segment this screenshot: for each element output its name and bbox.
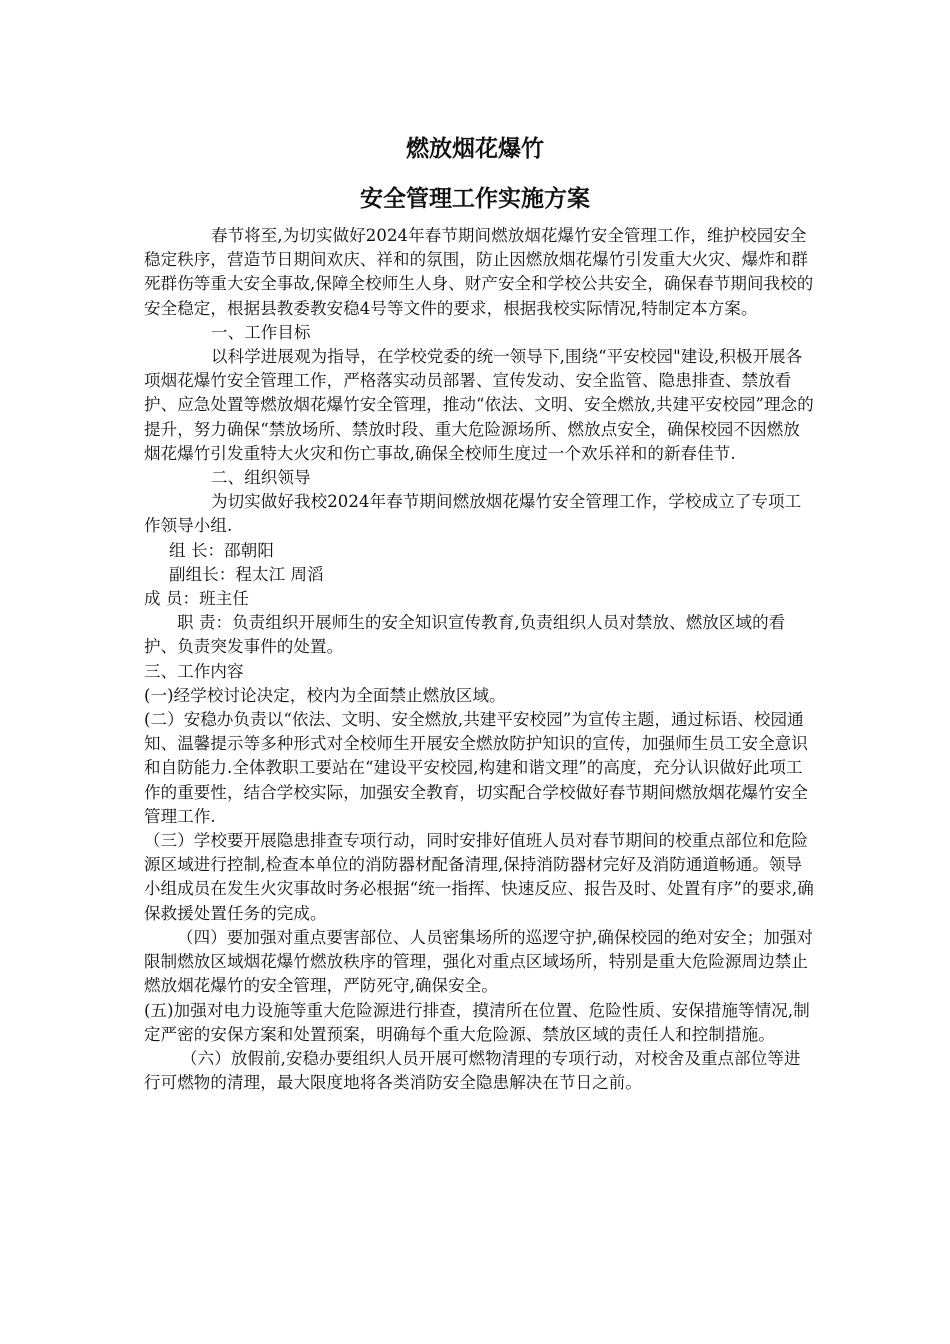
leader-line: 组 长：邵朝阳: [169, 540, 274, 560]
item-1: (一)经学校讨论决定，校内为全面禁止燃放区域。: [144, 685, 506, 705]
document-body: [144, 224, 816, 1095]
section1-paragraph: 以科学进展观为指导，在学校党委的统一领导下,围绕“平安校园"建设,积极开展各项烟花爆竹安全管理工作，严格落实动员部署、宣传发动、安全监管、隐患排查、禁放看护、应急处置等燃放烟花爆竹安全管理，推动“依法、文明、安全燃放,共建平安校园”理念的提升，努力确保“禁放场所、禁放时段、重大危险源场所、燃放点安全，确保校园不因燃放烟花爆竹引发重特大火灾和伤亡事故,确保全校师生度过一个欢乐祥和的新春佳节.: [144, 347, 814, 463]
item-3: （三）学校要开展隐患排查专项行动，同时安排好值班人员对春节期间的校重点部位和危险源区域进行控制,检查本单位的消防器材配备清理,保持消防器材完好及消防通道畅通。领导小组成员在发生火灾事故时务必根据“统一指挥、快速反应、报告及时、处置有序”的要求,确保救援处置任务的完成。: [144, 831, 814, 923]
members-line: 成 员：班主任: [144, 589, 249, 609]
duties-paragraph: 职 责：负责组织开展师生的安全知识宣传教育,负责组织人员对禁放、燃放区域的看护、负责突发事件的处置。: [144, 613, 786, 657]
section1-heading: 一、工作目标: [211, 322, 311, 342]
section2-paragraph: 为切实做好我校2024年春节期间燃放烟花爆竹安全管理工作，学校成立了专项工作领导小组.: [144, 492, 802, 536]
item-4: （四）要加强对重点要害部位、人员密集场所的巡逻守护,确保校园的绝对安全；加强对限制燃放区域烟花爆竹燃放秩序的管理，强化对重点区域场所，特别是重大危险源周边禁止燃放烟花爆竹的安全管理，严防死守,确保安全。: [144, 927, 814, 996]
item-6: （六）放假前,安稳办要组织人员开展可燃物清理的专项行动，对校舍及重点部位等进行可燃物的清理，最大限度地将各类消防安全隐患解决在节日之前。: [144, 1048, 801, 1093]
document-title-line2: 安全管理工作实施方案: [360, 186, 590, 212]
item-2: (二）安稳办负责以“依法、文明、安全燃放,共建平安校园”为宣传主题，通过标语、校园通知、温馨提示等多种形式对全校师生开展安全燃放防护知识的宣传，加强师生员工安全意识和自防能力.全体教职工要站在“建设平安校园,构建和谐文理”的高度，充分认识做好此项工作的重要性，结合学校实际，加强安全教育，切实配合学校做好春节期间燃放烟花爆竹安全管理工作.: [144, 710, 808, 826]
section3-heading: 三、工作内容: [144, 661, 244, 681]
item-5: (五)加强对电力设施等重大危险源进行排查，摸清所在位置、危险性质、安保措施等情况,制定严密的安保方案和处置预案，明确每个重大危险源、禁放区域的责任人和控制措施。: [144, 1000, 810, 1044]
document-title-line1: 燃放烟花爆竹: [406, 136, 544, 162]
section2-heading: 二、组织领导: [211, 468, 311, 488]
deputy-line: 副组长：程太江 周滔: [169, 564, 324, 584]
intro-paragraph: 春节将至,为切实做好2024年春节期间燃放烟花爆竹安全管理工作，维护校园安全稳定秩序，营造节日期间欢庆、祥和的氛围，防止因燃放烟花爆竹引发重大火灾、爆炸和群死群伤等重大安全事故,保障全校师生人身、财产安全和学校公共安全，确保春节期间我校的安全稳定，根据县教委教安稳4号等文件的要求，根据我校实际情况,特制定本方案。: [144, 226, 814, 318]
